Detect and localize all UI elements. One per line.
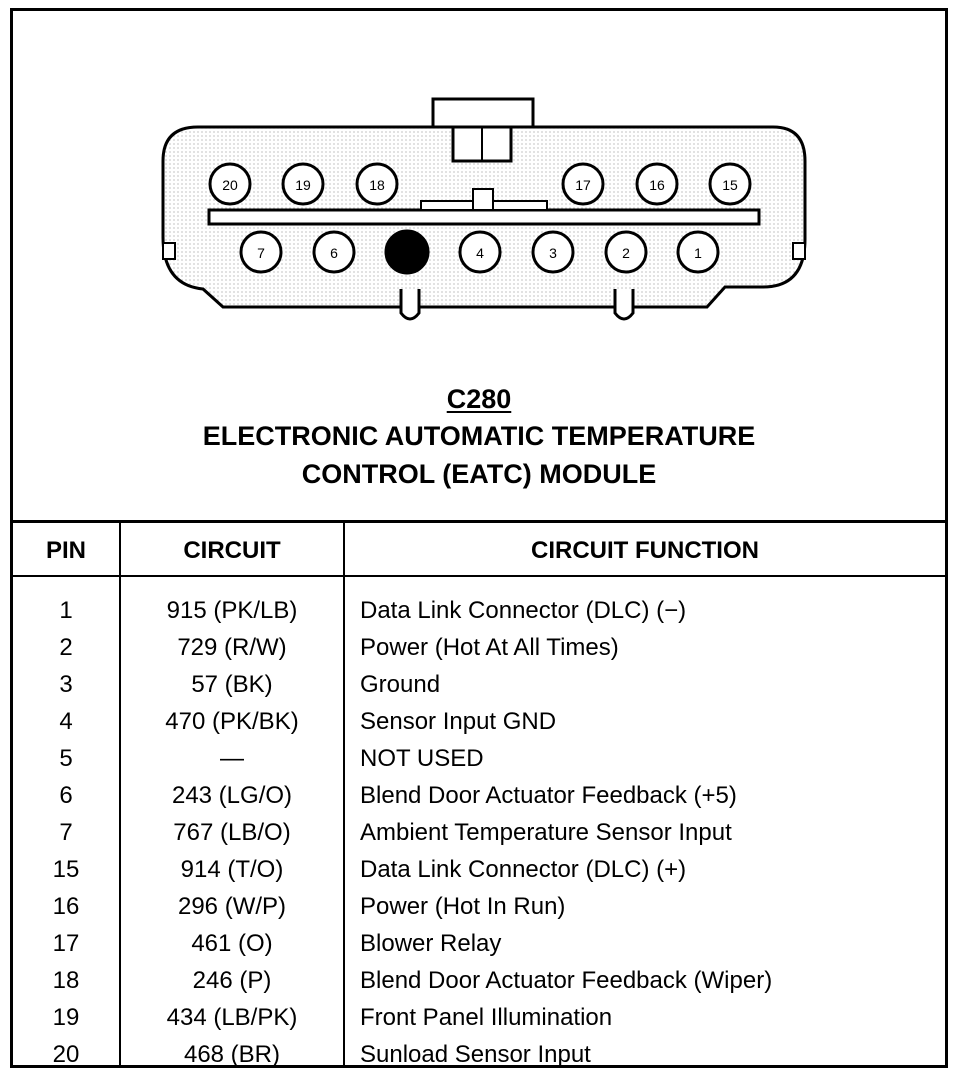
- table-row: [13, 597, 945, 634]
- pin-18: [357, 164, 397, 204]
- keyway-bar: [209, 210, 759, 224]
- pin-6: [314, 232, 354, 272]
- svg-text:1: 1: [694, 245, 702, 261]
- svg-text:2: 2: [622, 245, 630, 261]
- circuit-cell: 461 (O): [191, 930, 273, 957]
- pin-1: [678, 232, 718, 272]
- svg-text:18: 18: [369, 177, 385, 193]
- circuit-cell: 468 (BR): [183, 1041, 281, 1068]
- function-cell: Blower Relay: [360, 930, 502, 957]
- circuit-cell: 243 (LG/O): [171, 782, 293, 809]
- pin-15: [710, 164, 750, 204]
- svg-text:5: 5: [403, 245, 411, 261]
- pin-cell: 2: [59, 634, 73, 661]
- bottom-post-right: [615, 289, 633, 319]
- table-row: [13, 967, 945, 1004]
- table-row: [13, 671, 945, 708]
- table-row: [13, 782, 945, 819]
- svg-text:16: 16: [649, 177, 665, 193]
- pinout-table: [13, 523, 945, 1068]
- function-cell: Blend Door Actuator Feedback (Wiper): [360, 967, 773, 994]
- pin-4: [460, 232, 500, 272]
- circuit-cell: 915 (PK/LB): [166, 597, 298, 624]
- function-cell: Sunload Sensor Input: [360, 1041, 591, 1068]
- table-row: [13, 930, 945, 967]
- function-cell: Data Link Connector (DLC) (−): [360, 597, 687, 624]
- pin-cell: 15: [52, 856, 80, 883]
- svg-text:15: 15: [722, 177, 738, 193]
- pin-cell: 5: [59, 745, 73, 772]
- pin-cell: 17: [52, 930, 80, 957]
- table-row: [13, 634, 945, 671]
- pin-16: [637, 164, 677, 204]
- function-cell: Sensor Input GND: [360, 708, 557, 735]
- header-circuit-function: CIRCUIT FUNCTION: [531, 537, 759, 564]
- diagram-frame: [10, 8, 948, 1068]
- table-row: [13, 819, 945, 856]
- function-cell: Front Panel Illumination: [360, 1004, 613, 1031]
- circuit-cell: 729 (R/W): [177, 634, 287, 661]
- pin-17: [563, 164, 603, 204]
- table-row: [13, 1041, 945, 1078]
- function-cell: Blend Door Actuator Feedback (+5): [360, 782, 737, 809]
- circuit-cell: 246 (P): [192, 967, 272, 994]
- svg-text:19: 19: [295, 177, 311, 193]
- svg-text:3: 3: [549, 245, 557, 261]
- table-row: [13, 893, 945, 930]
- circuit-cell: 57 (BK): [191, 671, 273, 698]
- connector-id: C280: [446, 384, 512, 414]
- pin-7: [241, 232, 281, 272]
- circuit-cell: 767 (LB/O): [173, 819, 291, 846]
- function-cell: Power (Hot At All Times): [360, 634, 619, 661]
- table-row: [13, 1004, 945, 1041]
- function-cell: NOT USED: [360, 745, 484, 772]
- pin-cell: 7: [59, 819, 73, 846]
- pin-cell: 6: [59, 782, 73, 809]
- bottom-post-left: [401, 289, 419, 319]
- pin-2: [606, 232, 646, 272]
- pin-cell: 19: [52, 1004, 80, 1031]
- circuit-cell: 434 (LB/PK): [166, 1004, 298, 1031]
- header-divider: [13, 575, 945, 577]
- function-cell: Power (Hot In Run): [360, 893, 566, 920]
- pin-cell: 20: [52, 1041, 80, 1068]
- pin-cell: 16: [52, 893, 80, 920]
- function-cell: Data Link Connector (DLC) (+): [360, 856, 687, 883]
- pin-cell: 4: [59, 708, 73, 735]
- header-pin: PIN: [45, 537, 86, 564]
- circuit-cell: 296 (W/P): [177, 893, 287, 920]
- svg-text:17: 17: [575, 177, 591, 193]
- function-cell: Ambient Temperature Sensor Input: [360, 819, 732, 846]
- circuit-cell: 914 (T/O): [180, 856, 284, 883]
- pin-20: [210, 164, 250, 204]
- svg-text:6: 6: [330, 245, 338, 261]
- circuit-cell: 470 (PK/BK): [165, 708, 299, 735]
- pin-19: [283, 164, 323, 204]
- table-row: [13, 745, 945, 782]
- function-cell: Ground: [360, 671, 441, 698]
- svg-text:20: 20: [222, 177, 238, 193]
- module-title-line-1: ELECTRONIC AUTOMATIC TEMPERATURE: [202, 421, 756, 451]
- pin-cell: 3: [59, 671, 73, 698]
- pin-5: [386, 231, 428, 273]
- pin-3: [533, 232, 573, 272]
- module-title-line-2: CONTROL (EATC) MODULE: [301, 459, 657, 489]
- pin-cell: 1: [59, 597, 73, 624]
- circuit-cell: —: [220, 745, 244, 772]
- svg-text:7: 7: [257, 245, 265, 261]
- table-row: [13, 856, 945, 893]
- table-row: [13, 708, 945, 745]
- pin-cell: 18: [52, 967, 80, 994]
- header-circuit: CIRCUIT: [183, 537, 281, 564]
- connector-diagram: [13, 11, 945, 521]
- top-latch: [433, 99, 533, 129]
- svg-text:4: 4: [476, 245, 484, 261]
